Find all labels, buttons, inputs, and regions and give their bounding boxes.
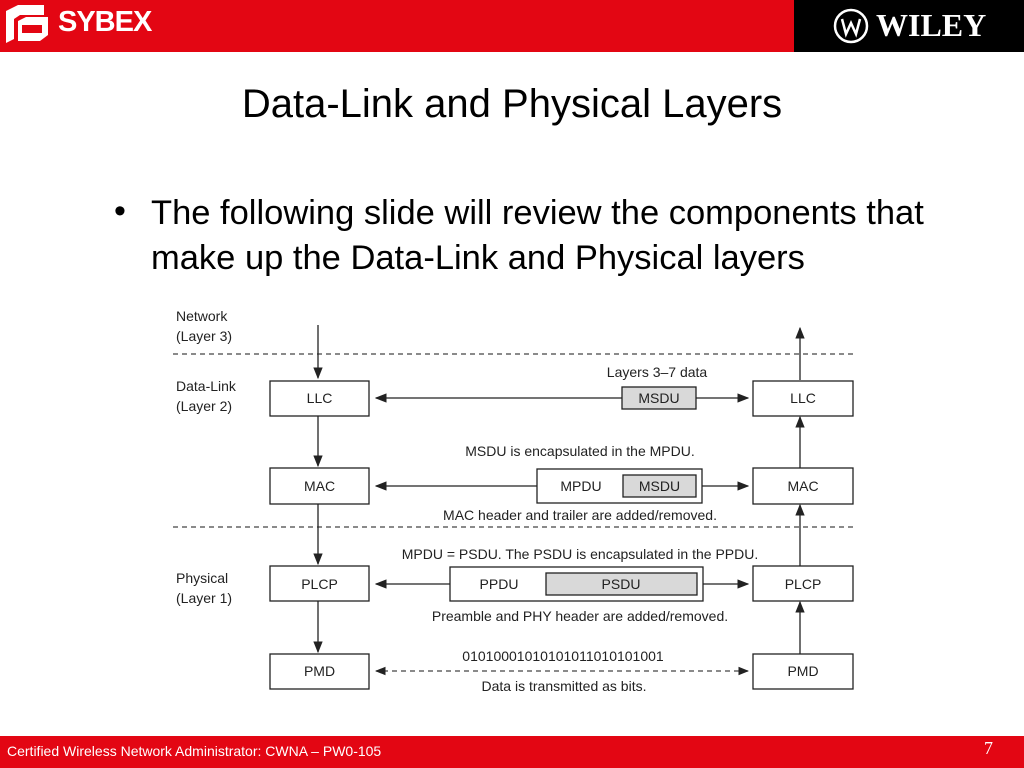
llc-left-label: LLC [306,390,333,406]
wiley-logo-text: WILEY [876,7,987,43]
mpdu-msdu-label: MSDU [638,478,681,494]
preamble-caption: Preamble and PHY header are added/removed. [431,608,729,624]
osi-layer-diagram [165,303,865,698]
plcp-right-label: PLCP [784,576,822,592]
pmd-right-label: PMD [787,663,819,679]
llc-right-label: LLC [790,390,816,406]
physical-layer-sub-label: (Layer 1) [176,590,233,606]
network-layer-sub-label: (Layer 3) [176,328,233,344]
sybex-logo-text: SYBEX [58,6,152,38]
footer-bar [0,736,1024,768]
mpdu-psdu-caption: MPDU = PSDU. The PSDU is encapsulated in the PPDU. [401,546,759,562]
slide-title: Data-Link and Physical Layers [241,82,783,126]
mpdu-label: MPDU [560,478,602,494]
footer-course-text: Certified Wireless Network Administrator: CWNA – PW0-105 [7,743,382,759]
bits-caption: 01010001010101011010101001 [462,648,664,664]
ppdu-label: PPDU [479,576,519,592]
bullet-text: The following slide will review the components that make up the Data-Link and Physical layers [151,194,924,277]
psdu-label: PSDU [601,576,641,592]
plcp-left-label: PLCP [301,576,338,592]
mac-left-label: MAC [303,478,336,494]
datalink-layer-label: Data-Link [176,378,236,394]
physical-layer-label: Physical [176,570,229,586]
bullet-marker: • [114,192,126,230]
header-bar [0,0,1024,52]
layers-data-caption: Layers 3–7 data [606,364,708,380]
datalink-layer-sub-label: (Layer 2) [176,398,233,414]
mac-right-label: MAC [787,478,819,494]
msdu-label: MSDU [638,390,680,406]
transmitted-caption: Data is transmitted as bits. [481,678,647,694]
network-layer-label: Network [176,308,228,324]
page-number: 7 [984,738,993,758]
wiley-emblem-icon [833,8,869,44]
mac-header-caption: MAC header and trailer are added/removed. [443,507,717,523]
pmd-left-label: PMD [303,663,336,679]
msdu-encapsulated-caption: MSDU is encapsulated in the MPDU. [465,443,695,459]
